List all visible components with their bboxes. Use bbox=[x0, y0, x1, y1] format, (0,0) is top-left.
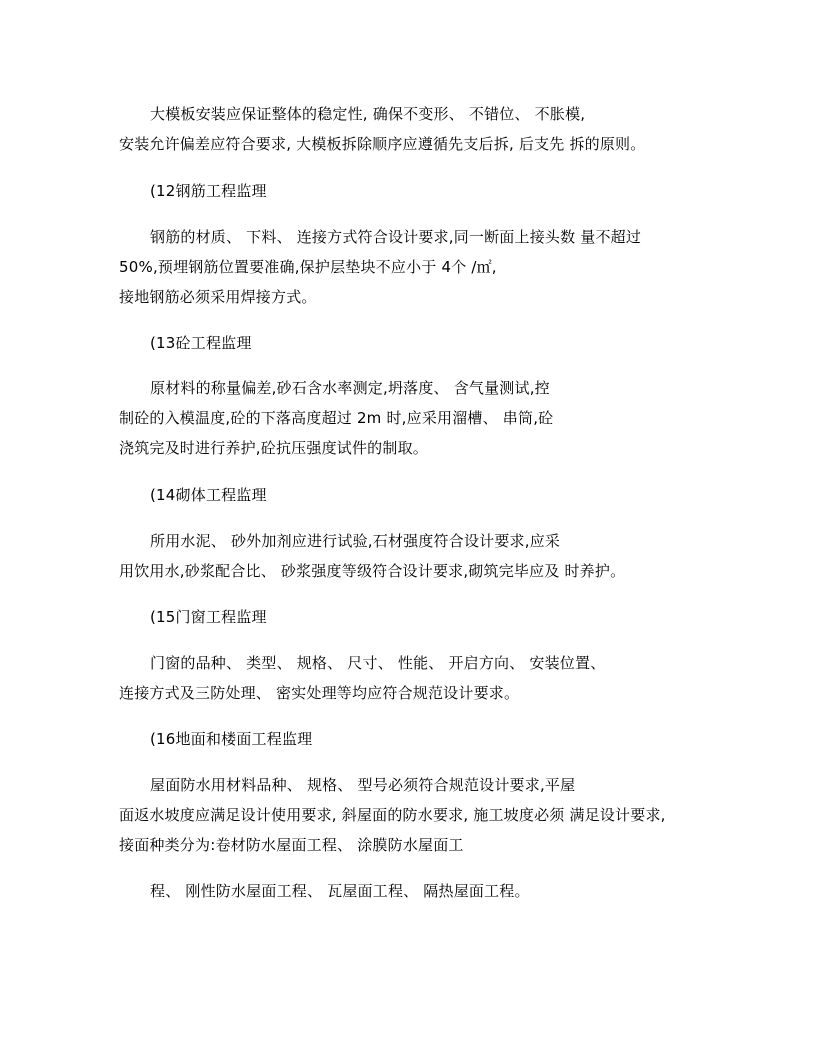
paragraph-line: 连接方式及三防处理、 密实处理等均应符合规范设计要求。 bbox=[119, 684, 520, 702]
paragraph-line: 50%,预埋钢筋位置要准确,保护层垫块不应小于 4个 /㎡, bbox=[119, 258, 497, 276]
paragraph-line: 所用水泥、 砂外加剂应进行试验,石材强度符合设计要求,应采 bbox=[150, 532, 561, 550]
paragraph-line: 浇筑完及时进行养护,砼抗压强度试件的制取。 bbox=[119, 439, 428, 457]
paragraph-line: 原材料的称量偏差,砂石含水率测定,坍落度、 含气量测试,控 bbox=[150, 379, 550, 397]
paragraph-line: 屋面防水用材料品种、 规格、 型号必须符合规范设计要求,平屋 bbox=[150, 776, 576, 794]
paragraph-line: 用饮用水,砂浆配合比、 砂浆强度等级符合设计要求,砌筑完毕应及 时养护。 bbox=[119, 562, 626, 580]
paragraph-line: 钢筋的材质、 下料、 连接方式符合设计要求,同一断面上接头数 量不超过 bbox=[150, 228, 642, 246]
paragraph-line: 接面种类分为:卷材防水屋面工程、 涂膜防水屋面工 bbox=[119, 836, 464, 854]
section-heading: (16地面和楼面工程监理 bbox=[150, 730, 313, 748]
section-heading: (12钢筋工程监理 bbox=[150, 182, 267, 200]
paragraph-line: 门窗的品种、 类型、 规格、 尺寸、 性能、 开启方向、 安装位置、 bbox=[150, 654, 606, 672]
paragraph-line: 大模板安装应保证整体的稳定性, 确保不变形、 不错位、 不胀模, bbox=[150, 105, 586, 123]
section-heading: (14砌体工程监理 bbox=[150, 486, 267, 504]
section-heading: (15门窗工程监理 bbox=[150, 608, 267, 626]
paragraph-line: 接地钢筋必须采用焊接方式。 bbox=[119, 288, 317, 306]
paragraph-line: 面返水坡度应满足设计使用要求, 斜屋面的防水要求, 施工坡度必须 满足设计要求, bbox=[119, 806, 666, 824]
paragraph-line: 安装允许偏差应符合要求, 大模板拆除顺序应遵循先支后拆, 后支先 拆的原则。 bbox=[119, 135, 646, 153]
paragraph-line: 程、 刚性防水屋面工程、 瓦屋面工程、 隔热屋面工程。 bbox=[150, 882, 530, 900]
section-heading: (13砼工程监理 bbox=[150, 334, 252, 352]
paragraph-line: 制砼的入模温度,砼的下落高度超过 2m 时,应采用溜槽、 串筒,砼 bbox=[119, 409, 554, 427]
